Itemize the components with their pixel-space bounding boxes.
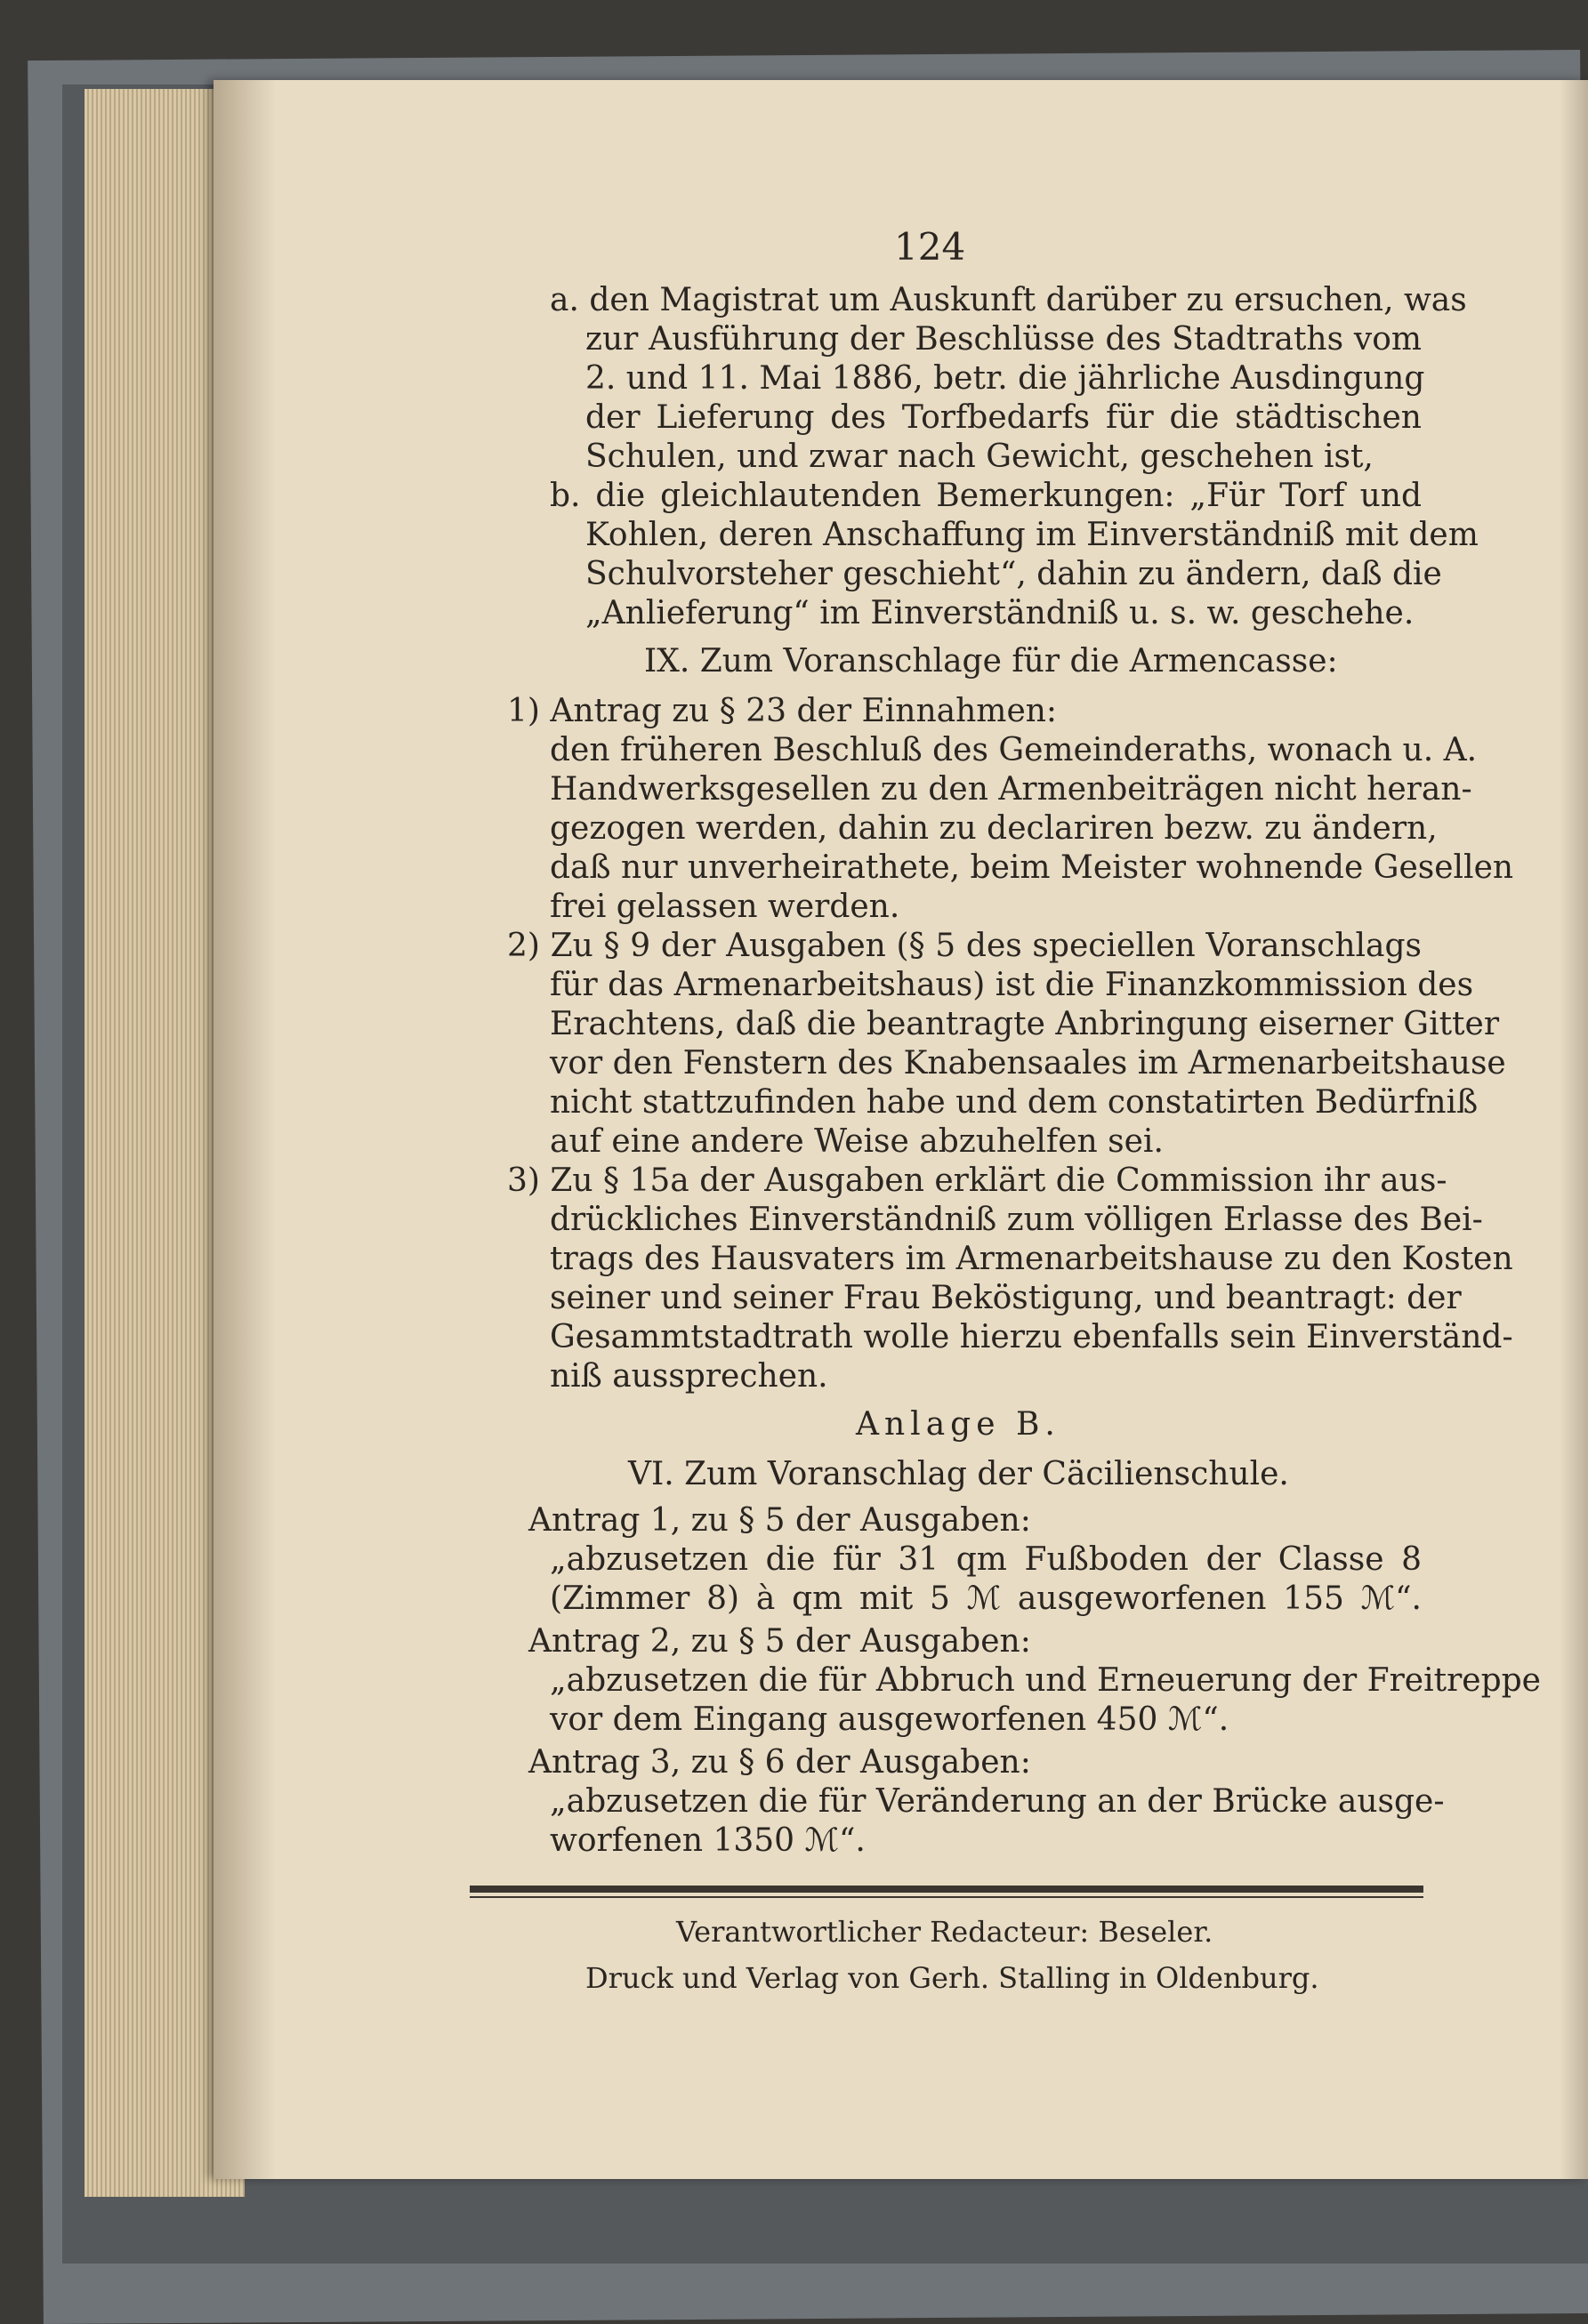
antrag-2-line: Antrag 2, zu § 5 der Ausgaben:: [528, 1623, 1031, 1660]
block-b-line: Schulvorsteher geschieht“, dahin zu ändern, daß die: [585, 556, 1442, 592]
antrag-1-line: Antrag 1, zu § 5 der Ausgaben:: [528, 1502, 1031, 1539]
page-number: 124: [894, 225, 966, 269]
book-page: [214, 80, 1588, 2179]
block-a-line: der Lieferung des Torfbedarfs für die städtischen: [585, 399, 1422, 436]
item-2-line: Erachtens, daß die beantragte Anbringung eiserner Gitter: [550, 1006, 1500, 1042]
block-a-line: 2. und 11. Mai 1886, betr. die jährliche Ausdingung: [585, 360, 1425, 397]
footer-editor: Verantwortlicher Redacteur: Beseler.: [676, 1915, 1213, 1949]
antrag-1-line: „abzusetzen die für 31 qm Fußboden der Classe 8: [550, 1541, 1422, 1578]
antrag-2-line: „abzusetzen die für Abbruch und Erneuerung der Freitreppe: [550, 1662, 1541, 1699]
item-3-line: Gesammtstadtrath wolle hierzu ebenfalls sein Einverständ-: [550, 1319, 1513, 1355]
item-1-line: daß nur unverheirathete, beim Meister wohnende Gesellen: [550, 849, 1514, 886]
item-3-line: niß aussprechen.: [550, 1358, 828, 1395]
section-heading-ix: IX. Zum Voranschlage für die Armencasse:: [644, 643, 1338, 680]
footer-printer: Druck und Verlag von Gerh. Stalling in Oldenburg.: [585, 1961, 1319, 1995]
item-1-line: Handwerksgesellen zu den Armenbeiträgen nicht heran-: [550, 771, 1472, 808]
footer-rule-thick: [470, 1886, 1423, 1893]
block-a-line: Schulen, und zwar nach Gewicht, geschehen ist,: [585, 438, 1374, 475]
item-1-line: 1) Antrag zu § 23 der Einnahmen:: [507, 693, 1058, 729]
antrag-3-line: worfenen 1350 ℳ“.: [550, 1822, 866, 1859]
block-b-line: b. die gleichlautenden Bemerkungen: „Für Torf und: [550, 478, 1422, 514]
item-2-line: auf eine andere Weise abzuhelfen sei.: [550, 1123, 1164, 1160]
item-1-line: den früheren Beschluß des Gemeinderaths, wonach u. A.: [550, 732, 1478, 768]
page-right-edge: [1560, 80, 1588, 2179]
item-2-line: vor den Fenstern des Knabensaales im Armenarbeitshause: [550, 1045, 1506, 1082]
antrag-3-line: Antrag 3, zu § 6 der Ausgaben:: [528, 1744, 1031, 1781]
item-2-line: für das Armenarbeitshaus) ist die Finanzkommission des: [550, 967, 1474, 1003]
antrag-1-line: (Zimmer 8) à qm mit 5 ℳ ausgeworfenen 155 ℳ“.: [550, 1580, 1422, 1617]
antrag-2-line: vor dem Eingang ausgeworfenen 450 ℳ“.: [550, 1701, 1229, 1738]
gutter-shadow: [214, 80, 276, 2179]
item-2-line: 2) Zu § 9 der Ausgaben (§ 5 des speciellen Voranschlags: [507, 928, 1422, 964]
item-2-line: nicht stattzufinden habe und dem constatirten Bedürfniß: [550, 1084, 1479, 1121]
block-a-line: a. den Magistrat um Auskunft darüber zu ersuchen, was: [550, 282, 1467, 318]
item-3-line: trags des Hausvaters im Armenarbeitshause zu den Kosten: [550, 1241, 1513, 1277]
item-3-line: 3) Zu § 15a der Ausgaben erklärt die Commission ihr aus-: [507, 1162, 1447, 1199]
antrag-3-line: „abzusetzen die für Veränderung an der Brücke ausge-: [550, 1783, 1445, 1820]
item-1-line: frei gelassen werden.: [550, 889, 900, 925]
item-3-line: drückliches Einverständniß zum völligen Erlasse des Bei-: [550, 1202, 1483, 1238]
block-a-line: zur Ausführung der Beschlüsse des Stadtraths vom: [585, 321, 1422, 358]
item-1-line: gezogen werden, dahin zu declariren bezw. zu ändern,: [550, 810, 1438, 847]
section-heading-vi: VI. Zum Voranschlag der Cäcilienschule.: [628, 1456, 1289, 1492]
footer-rule-thin: [470, 1896, 1423, 1898]
block-b-line: Kohlen, deren Anschaffung im Einverständniß mit dem: [585, 517, 1479, 553]
block-b-line: „Anlieferung“ im Einverständniß u. s. w. geschehe.: [585, 595, 1415, 631]
anlage-heading: Anlage B.: [856, 1406, 1060, 1443]
item-3-line: seiner und seiner Frau Beköstigung, und beantragt: der: [550, 1280, 1462, 1316]
